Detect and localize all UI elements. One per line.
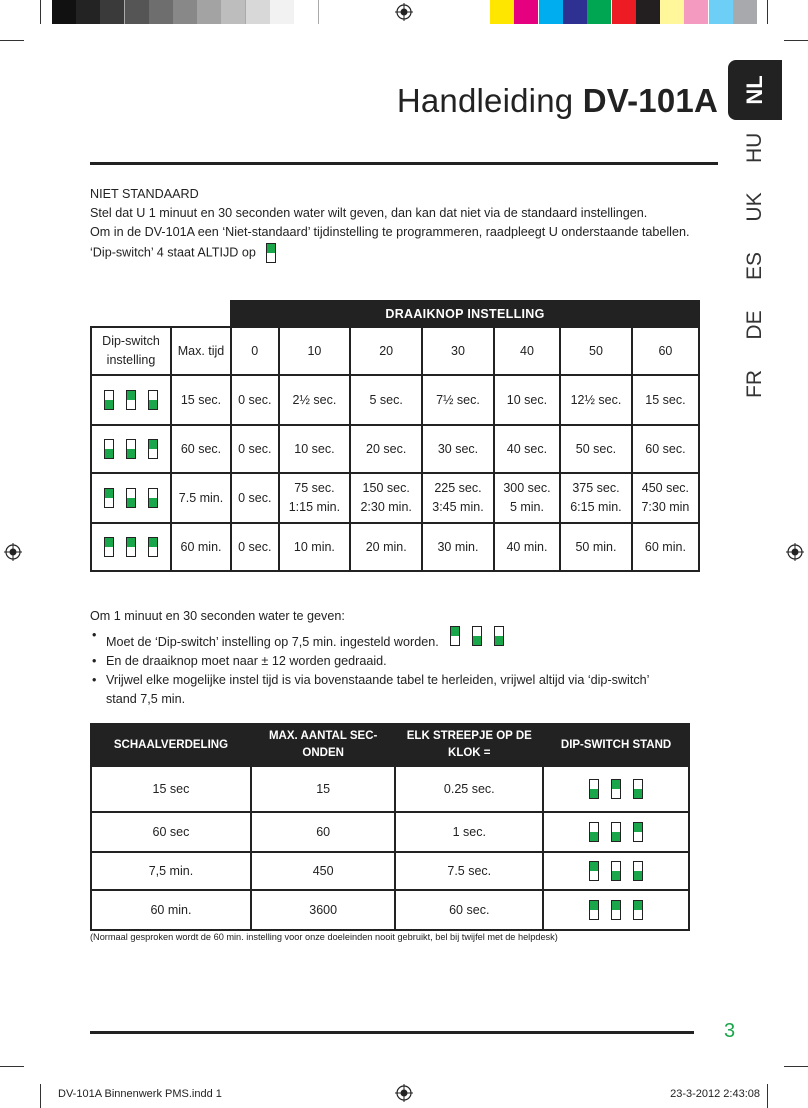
value-cell: 30 min. bbox=[422, 523, 494, 571]
dip-switch-icon bbox=[611, 779, 621, 799]
dip-switch-group bbox=[545, 822, 687, 842]
page-number: 3 bbox=[724, 1020, 736, 1042]
color-swatch bbox=[490, 0, 514, 24]
crop-mark bbox=[40, 1084, 41, 1108]
value-cell: 10 min. bbox=[279, 523, 351, 571]
title-light: Handleiding bbox=[396, 82, 583, 119]
color-swatch bbox=[587, 0, 611, 24]
col-header-max-time: Max. tijd bbox=[171, 327, 231, 375]
title-model: DV-101A bbox=[582, 82, 718, 119]
dip-switch-icon bbox=[148, 439, 158, 459]
bullet-icon: • bbox=[92, 628, 97, 642]
dip-switch-icon bbox=[633, 900, 643, 920]
dip-switch-icon bbox=[589, 779, 599, 799]
dip-switch-icon bbox=[104, 488, 114, 508]
color-swatch bbox=[612, 0, 636, 24]
language-tab-uk[interactable]: UK bbox=[743, 192, 766, 222]
value-cell: 40 sec. bbox=[494, 425, 560, 473]
value-cell: 300 sec. 5 min. bbox=[494, 473, 560, 523]
table-row bbox=[91, 852, 689, 890]
color-swatch bbox=[636, 0, 660, 24]
scale-cell: 60 min. bbox=[91, 890, 251, 930]
value-cell: 375 sec. 6:15 min. bbox=[560, 473, 632, 523]
dip-switch-icon bbox=[494, 626, 504, 646]
value-cell: 20 min. bbox=[350, 523, 422, 571]
dip-switch-cell bbox=[543, 890, 689, 930]
dip-switch-cell bbox=[91, 473, 171, 523]
knob-header: 50 bbox=[560, 327, 632, 375]
knob-header: 10 bbox=[279, 327, 351, 375]
bullet-text: Moet de ‘Dip-switch’ instelling op 7,5 min. ingesteld worden. bbox=[106, 635, 439, 649]
gray-swatch bbox=[173, 0, 198, 24]
value-cell: 75 sec. 1:15 min. bbox=[279, 473, 351, 523]
dip-switch-icon bbox=[126, 439, 136, 459]
language-tab-active[interactable] bbox=[728, 60, 782, 120]
dip-switch-cell bbox=[91, 523, 171, 571]
dip-switch-4-text: ‘Dip-switch’ 4 staat ALTIJD op bbox=[90, 245, 256, 260]
scale-cell: 15 sec bbox=[91, 766, 251, 812]
value-cell: 7½ sec. bbox=[422, 375, 494, 425]
value-cell: 15 sec. bbox=[632, 375, 699, 425]
table-row bbox=[91, 425, 699, 473]
dial-settings-table bbox=[90, 300, 700, 572]
dip-switch-icon bbox=[104, 390, 114, 410]
dip-switch-cell bbox=[91, 375, 171, 425]
value-cell: 0 sec. bbox=[231, 473, 279, 523]
registration-mark-icon bbox=[4, 543, 22, 561]
crop-mark bbox=[767, 0, 768, 24]
crop-mark bbox=[0, 40, 24, 41]
dip-switch-cell bbox=[543, 812, 689, 852]
value-cell: 12½ sec. bbox=[560, 375, 632, 425]
max-seconds-cell: 450 bbox=[251, 852, 396, 890]
dip-switch-group bbox=[545, 900, 687, 920]
bullet-text: Vrijwel elke mogelijke instel tijd is via bovenstaande tabel te herleiden, vrijwel altijd via ‘dip-switch’ stand 7,5 min. bbox=[106, 673, 649, 706]
language-tab-es[interactable]: ES bbox=[743, 252, 766, 281]
gray-swatch bbox=[246, 0, 271, 24]
dip-switch-icon bbox=[126, 390, 136, 410]
bottom-rule bbox=[90, 1031, 694, 1034]
footer-timestamp: 23-3-2012 2:43:08 bbox=[670, 1088, 760, 1100]
intro-paragraph-3 bbox=[90, 243, 690, 263]
intro-section bbox=[90, 185, 690, 263]
gray-swatch bbox=[221, 0, 246, 24]
dip-switch-icon bbox=[589, 900, 599, 920]
dip-switch-group bbox=[444, 626, 510, 646]
footnote: (Normaal gesproken wordt de 60 min. instelling voor onze doeleinden nooit gebruikt, bel bij twijfel met de helpdesk) bbox=[90, 932, 558, 942]
dip-switch-icon bbox=[633, 822, 643, 842]
language-tab-de[interactable]: DE bbox=[743, 310, 766, 340]
dip-switch-icon bbox=[611, 861, 621, 881]
value-cell: 225 sec. 3:45 min. bbox=[422, 473, 494, 523]
gray-swatch bbox=[197, 0, 222, 24]
table2-header: ELK STREEPJE OP DE KLOK = bbox=[395, 724, 543, 766]
dip-switch-group bbox=[92, 537, 170, 557]
knob-header: 60 bbox=[632, 327, 699, 375]
max-seconds-cell: 60 bbox=[251, 812, 396, 852]
dip-switch-icon bbox=[126, 488, 136, 508]
crop-mark bbox=[784, 40, 808, 41]
dip-switch-group bbox=[92, 488, 170, 508]
tick-cell: 1 sec. bbox=[395, 812, 543, 852]
dip-switch-group bbox=[545, 779, 687, 799]
value-cell: 0 sec. bbox=[231, 523, 279, 571]
scale-table bbox=[90, 723, 690, 931]
page-title bbox=[0, 82, 718, 120]
max-time-cell: 60 sec. bbox=[171, 425, 231, 473]
dip-switch-cell bbox=[543, 766, 689, 812]
bullet-item bbox=[90, 652, 670, 671]
color-swatch bbox=[733, 0, 757, 24]
instructions-section bbox=[90, 607, 670, 709]
color-swatch bbox=[660, 0, 684, 24]
dip-switch-group bbox=[92, 390, 170, 410]
intro-paragraph-1: Stel dat U 1 minuut en 30 seconden water wilt geven, dan kan dat niet via de standaard instellingen. bbox=[90, 206, 648, 220]
crop-mark bbox=[0, 1066, 24, 1067]
dip-switch-icon bbox=[611, 822, 621, 842]
value-cell: 5 sec. bbox=[350, 375, 422, 425]
scale-cell: 7,5 min. bbox=[91, 852, 251, 890]
crop-mark bbox=[784, 1066, 808, 1067]
value-cell: 50 sec. bbox=[560, 425, 632, 473]
color-swatch bbox=[709, 0, 733, 24]
language-tab-fr[interactable]: FR bbox=[743, 370, 766, 398]
section-heading: NIET STANDAARD bbox=[90, 187, 199, 201]
bullet-item bbox=[90, 626, 670, 652]
gray-swatch bbox=[76, 0, 101, 24]
table-row bbox=[91, 890, 689, 930]
dip-switch-group bbox=[92, 439, 170, 459]
value-cell: 450 sec. 7:30 min bbox=[632, 473, 699, 523]
scale-cell: 60 sec bbox=[91, 812, 251, 852]
table-row bbox=[91, 375, 699, 425]
gray-swatch bbox=[270, 0, 295, 24]
table2-header: MAX. AANTAL SEC-ONDEN bbox=[251, 724, 396, 766]
gray-swatch bbox=[125, 0, 150, 24]
color-swatch bbox=[539, 0, 563, 24]
value-cell: 60 min. bbox=[632, 523, 699, 571]
table-row bbox=[91, 766, 689, 812]
max-seconds-cell: 15 bbox=[251, 766, 396, 812]
dip-switch-cell bbox=[543, 852, 689, 890]
dip-switch-icon bbox=[126, 537, 136, 557]
bullet-icon: • bbox=[92, 673, 97, 687]
crop-mark bbox=[767, 1084, 768, 1108]
tick-cell: 60 sec. bbox=[395, 890, 543, 930]
gray-swatch bbox=[149, 0, 174, 24]
color-swatch bbox=[684, 0, 708, 24]
dip-switch-icon bbox=[148, 488, 158, 508]
knob-header: 0 bbox=[231, 327, 279, 375]
footer-filename: DV-101A Binnenwerk PMS.indd 1 bbox=[58, 1088, 222, 1100]
dip-switch-icon bbox=[589, 861, 599, 881]
table-group-header: DRAAIKNOP INSTELLING bbox=[231, 301, 699, 327]
dip-switch-icon bbox=[472, 626, 482, 646]
instructions-lead: Om 1 minuut en 30 seconden water te geven: bbox=[90, 609, 345, 623]
max-time-cell: 60 min. bbox=[171, 523, 231, 571]
dip-switch-icon bbox=[450, 626, 460, 646]
bullet-text: En de draaiknop moet naar ± 12 worden gedraaid. bbox=[106, 654, 387, 668]
gray-swatch bbox=[294, 0, 319, 24]
value-cell: 2½ sec. bbox=[279, 375, 351, 425]
dip-switch-icon bbox=[611, 900, 621, 920]
dip-switch-icon bbox=[104, 537, 114, 557]
active-language-label: NL bbox=[742, 75, 767, 105]
knob-header: 20 bbox=[350, 327, 422, 375]
color-swatch bbox=[563, 0, 587, 24]
crop-mark bbox=[40, 0, 41, 24]
max-seconds-cell: 3600 bbox=[251, 890, 396, 930]
value-cell: 10 sec. bbox=[279, 425, 351, 473]
table-row bbox=[91, 473, 699, 523]
language-list bbox=[740, 128, 770, 400]
dip-switch-icon bbox=[633, 861, 643, 881]
table-row bbox=[91, 812, 689, 852]
max-time-cell: 15 sec. bbox=[171, 375, 231, 425]
value-cell: 0 sec. bbox=[231, 425, 279, 473]
registration-mark-icon bbox=[395, 1084, 413, 1102]
value-cell: 40 min. bbox=[494, 523, 560, 571]
knob-header: 30 bbox=[422, 327, 494, 375]
bullet-icon: • bbox=[92, 654, 97, 668]
col-header-dip-switch: Dip-switch instelling bbox=[91, 327, 171, 375]
dip-switch-icon bbox=[148, 537, 158, 557]
registration-mark-icon bbox=[786, 543, 804, 561]
max-time-cell: 7.5 min. bbox=[171, 473, 231, 523]
table2-header: SCHAALVERDELING bbox=[91, 724, 251, 766]
value-cell: 30 sec. bbox=[422, 425, 494, 473]
color-swatch bbox=[514, 0, 538, 24]
dip-switch-icon bbox=[633, 779, 643, 799]
gray-swatch bbox=[52, 0, 77, 24]
value-cell: 50 min. bbox=[560, 523, 632, 571]
gray-swatch bbox=[100, 0, 125, 24]
dip-switch-icon bbox=[589, 822, 599, 842]
dip-switch-icon bbox=[266, 243, 276, 263]
dip-switch-group bbox=[545, 861, 687, 881]
dip-switch-icon bbox=[104, 439, 114, 459]
knob-header: 40 bbox=[494, 327, 560, 375]
bullet-item bbox=[90, 671, 651, 709]
dip-switch-icon bbox=[148, 390, 158, 410]
title-rule bbox=[90, 162, 718, 165]
tick-cell: 7.5 sec. bbox=[395, 852, 543, 890]
value-cell: 10 sec. bbox=[494, 375, 560, 425]
intro-paragraph-2: Om in de DV-101A een ‘Niet-standaard’ tijdinstelling te programmeren, raadpleegt U onderstaande tabellen. bbox=[90, 225, 690, 239]
value-cell: 20 sec. bbox=[350, 425, 422, 473]
table-row bbox=[91, 523, 699, 571]
table2-header: DIP-SWITCH STAND bbox=[543, 724, 689, 766]
value-cell: 0 sec. bbox=[231, 375, 279, 425]
language-tab-hu[interactable]: HU bbox=[743, 132, 766, 163]
value-cell: 60 sec. bbox=[632, 425, 699, 473]
tick-cell: 0.25 sec. bbox=[395, 766, 543, 812]
value-cell: 150 sec. 2:30 min. bbox=[350, 473, 422, 523]
registration-mark-icon bbox=[395, 3, 413, 21]
dip-switch-cell bbox=[91, 425, 171, 473]
